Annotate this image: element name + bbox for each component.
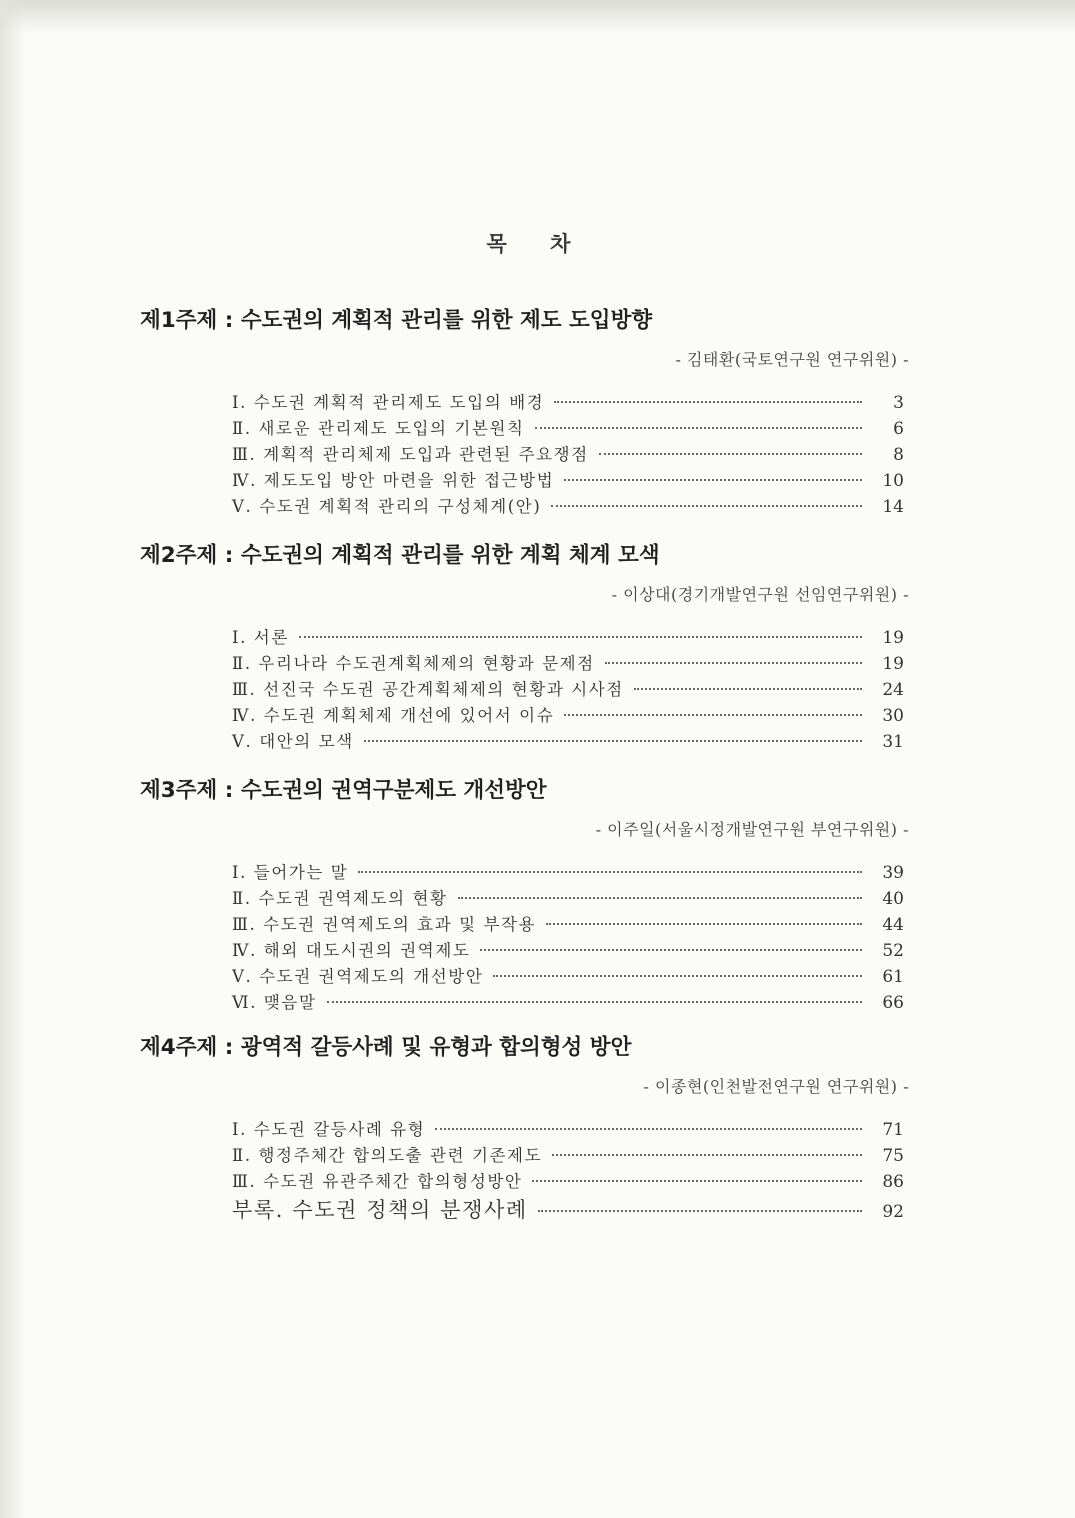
toc-entry — [232, 467, 904, 493]
toc-entry-page: 40 — [882, 889, 904, 909]
dot-leader — [546, 923, 862, 925]
toc-appendix-entry — [232, 1194, 904, 1224]
toc-entry — [232, 859, 904, 885]
toc-entry-page: 75 — [882, 1146, 904, 1166]
dot-leader — [551, 505, 862, 507]
section-heading: 제2주제 : 수도권의 계획적 관리를 위한 계획 체계 모색 — [140, 543, 660, 568]
dot-leader — [599, 453, 862, 455]
toc-entry-label: Ⅱ. 새로운 관리제도 도입의 기본원칙 — [232, 419, 525, 438]
toc-entry-label: Ⅲ. 선진국 수도권 공간계획체제의 현황과 시사점 — [232, 680, 624, 699]
section-heading: 제3주제 : 수도권의 권역구분제도 개선방안 — [140, 778, 547, 803]
section-author: - 김태환(국토연구원 연구위원) - — [675, 350, 909, 369]
dot-leader — [535, 427, 862, 429]
section-heading: 제1주제 : 수도권의 계획적 관리를 위한 제도 도입방향 — [140, 308, 653, 333]
dot-leader — [435, 1128, 862, 1130]
toc-entry — [232, 989, 904, 1015]
dot-leader — [538, 1210, 862, 1212]
toc-entry-label: Ⅴ. 수도권 권역제도의 개선방안 — [232, 967, 484, 986]
toc-entry — [232, 1142, 904, 1168]
scan-shadow — [0, 0, 1075, 34]
toc-entry — [232, 911, 904, 937]
toc-entry — [232, 493, 904, 519]
toc-entry — [232, 624, 904, 650]
toc-entry-page: 52 — [882, 941, 904, 961]
toc-entry-page: 14 — [882, 497, 904, 517]
toc-entry-page: 19 — [882, 628, 904, 648]
toc-entry-page: 8 — [893, 445, 904, 465]
dot-leader — [358, 871, 862, 873]
toc-entry — [232, 676, 904, 702]
toc-entry-page: 39 — [882, 863, 904, 883]
toc-entry-page: 44 — [882, 915, 904, 935]
dot-leader — [458, 897, 862, 899]
dot-leader — [299, 636, 862, 638]
toc-entry-page: 10 — [882, 471, 904, 491]
section-heading: 제4주제 : 광역적 갈등사례 및 유형과 합의형성 방안 — [140, 1035, 632, 1060]
toc-entry-label: Ⅳ. 수도권 계획체제 개선에 있어서 이슈 — [232, 706, 555, 725]
toc-entry-page: 66 — [882, 993, 904, 1013]
toc-entry-label: Ⅱ. 수도권 권역제도의 현황 — [232, 889, 448, 908]
toc-entry-label: Ⅳ. 해외 대도시권의 권역제도 — [232, 941, 471, 960]
toc-entry-label: Ⅱ. 행정주체간 합의도출 관련 기존제도 — [232, 1146, 543, 1165]
toc-entry-page: 24 — [882, 680, 904, 700]
toc-entry — [232, 1168, 904, 1194]
toc-entry-page: 30 — [882, 706, 904, 726]
toc-entry — [232, 702, 904, 728]
toc-entry-label: Ⅰ. 서론 — [232, 628, 289, 647]
toc-entry — [232, 728, 904, 754]
toc-entry — [232, 963, 904, 989]
dot-leader — [327, 1001, 862, 1003]
toc-entry-label: Ⅵ. 맺음말 — [232, 993, 317, 1012]
toc-entry — [232, 650, 904, 676]
toc-entry-label: Ⅲ. 수도권 권역제도의 효과 및 부작용 — [232, 915, 537, 934]
toc-entry-label: Ⅳ. 제도도입 방안 마련을 위한 접근방법 — [232, 471, 555, 490]
toc-entry — [232, 937, 904, 963]
dot-leader — [564, 479, 862, 481]
dot-leader — [552, 1154, 862, 1156]
toc-entry — [232, 1116, 904, 1142]
toc-entry-label: Ⅴ. 수도권 계획적 관리의 구성체계(안) — [232, 497, 542, 516]
section-author: - 이상대(경기개발연구원 선임연구위원) - — [611, 585, 909, 604]
dot-leader — [493, 975, 862, 977]
dot-leader — [634, 688, 862, 690]
toc-entry-label: Ⅰ. 수도권 계획적 관리제도 도입의 배경 — [232, 393, 545, 412]
toc-entry-page: 86 — [882, 1172, 904, 1192]
toc-list — [232, 389, 904, 519]
dot-leader — [480, 949, 862, 951]
toc-entry-label: Ⅲ. 계획적 관리체제 도입과 관련된 주요쟁점 — [232, 445, 589, 464]
section-author: - 이종현(인천발전연구원 연구위원) - — [643, 1077, 909, 1096]
section-author: - 이주일(서울시정개발연구원 부연구위원) - — [595, 820, 909, 839]
toc-list — [232, 1116, 904, 1224]
dot-leader — [554, 401, 862, 403]
toc-list — [232, 859, 904, 1015]
toc-entry-label: Ⅰ. 수도권 갈등사례 유형 — [232, 1120, 426, 1139]
toc-entry — [232, 441, 904, 467]
toc-list — [232, 624, 904, 754]
toc-entry-label: Ⅱ. 우리나라 수도권계획체제의 현황과 문제점 — [232, 654, 595, 673]
toc-entry-label: Ⅲ. 수도권 유관주체간 합의형성방안 — [232, 1172, 523, 1191]
toc-entry-label: Ⅰ. 들어가는 말 — [232, 863, 349, 882]
toc-entry — [232, 389, 904, 415]
dot-leader — [605, 662, 862, 664]
toc-entry-page: 6 — [893, 419, 904, 439]
toc-entry-page: 61 — [882, 967, 904, 987]
dot-leader — [364, 740, 862, 742]
toc-entry-page: 92 — [882, 1202, 904, 1222]
toc-entry — [232, 415, 904, 441]
toc-entry — [232, 885, 904, 911]
dot-leader — [564, 714, 862, 716]
toc-entry-page: 31 — [882, 732, 904, 752]
toc-entry-label: Ⅴ. 대안의 모색 — [232, 732, 354, 751]
toc-entry-page: 71 — [882, 1120, 904, 1140]
dot-leader — [532, 1180, 862, 1182]
page-title: 목 차 — [486, 232, 589, 256]
toc-entry-page: 19 — [882, 654, 904, 674]
toc-entry-label: 부록. 수도권 정책의 분쟁사례 — [232, 1198, 528, 1222]
toc-entry-page: 3 — [893, 393, 904, 413]
